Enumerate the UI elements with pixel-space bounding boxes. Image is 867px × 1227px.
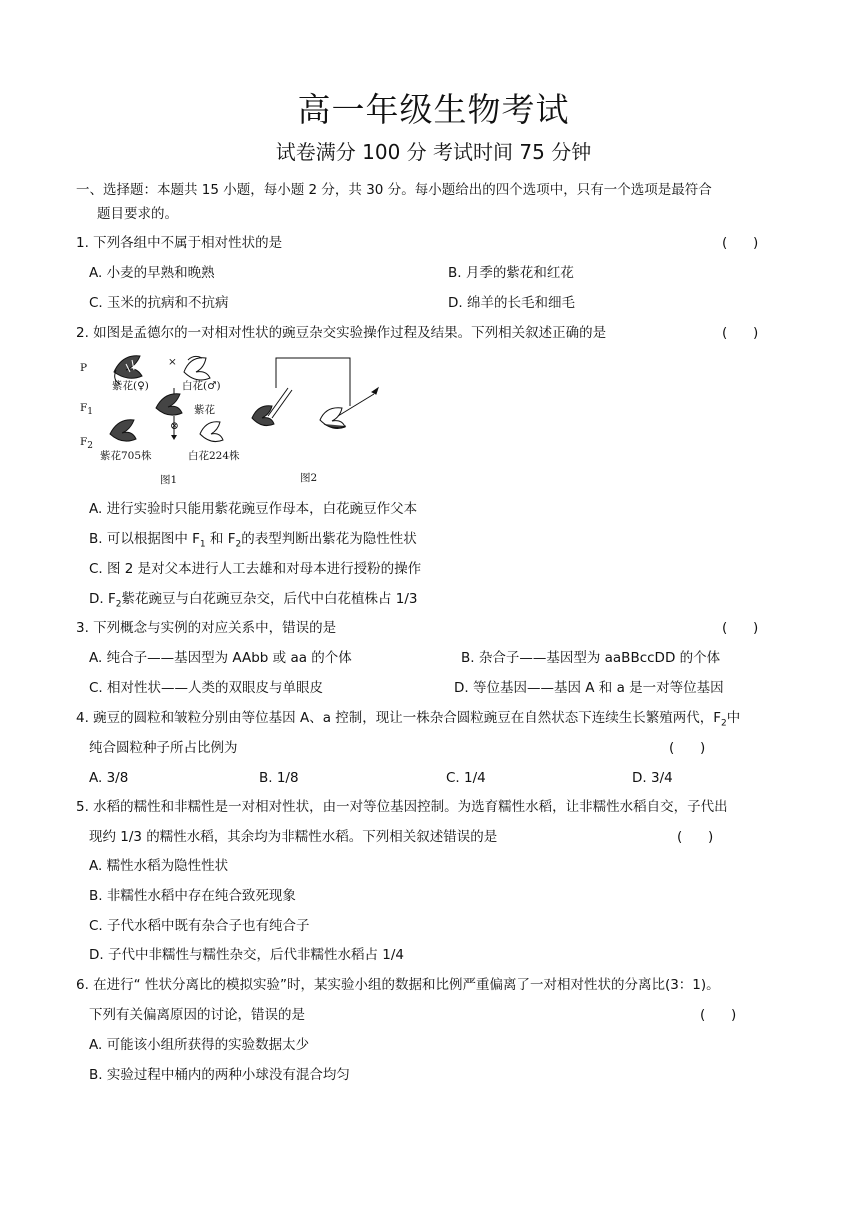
q2-option-d: D. $F_2$紫花豌豆与白花豌豆杂交，后代中白花植株占 1/3 bbox=[89, 591, 418, 610]
fig-label-f1: $F_1$ bbox=[80, 402, 94, 418]
f2-purple-flower-icon bbox=[110, 420, 136, 441]
fig-label-white-male: 白花(♂) bbox=[182, 380, 221, 392]
exam-title: 高一年级生物考试 bbox=[297, 90, 570, 129]
q1-option-a: A. 小麦的早熟和晚熟 bbox=[89, 265, 215, 281]
fig-label-purple-female: 紫花(♀) bbox=[112, 380, 149, 392]
fig-label-self-cross: ⊗ bbox=[170, 420, 179, 432]
q3-option-b: B. 杂合子——基因型为 aaBBccDD 的个体 bbox=[461, 650, 721, 666]
q2-option-a: A. 进行实验时只能用紫花豌豆作母本，白花豌豆作父本 bbox=[89, 501, 418, 517]
fig2-emasculation-icon bbox=[252, 388, 292, 426]
q4-option-c: C. 1/4 bbox=[446, 770, 486, 786]
q3-answer-paren: ( ) bbox=[722, 620, 759, 636]
p-white-flower-icon bbox=[184, 356, 210, 380]
q2-answer-paren: ( ) bbox=[722, 325, 759, 341]
fig2-pollination-icon bbox=[320, 388, 378, 428]
q2-stem: 2. 如图是孟德尔的一对相对性状的豌豆杂交实验操作过程及结果。下列相关叙述正确的是 bbox=[76, 325, 607, 341]
q1-option-d: D. 绵羊的长毛和细毛 bbox=[448, 295, 575, 311]
fig-label-f1-purple: 紫花 bbox=[194, 404, 215, 416]
q6-stem-line1: 6. 在进行“ 性状分离比的模拟实验”时，某实验小组的数据和比例严重偏离了一对相对性状的分离比(3：1)。 bbox=[76, 977, 720, 993]
q1-answer-paren: ( ) bbox=[722, 235, 759, 251]
q4-option-a: A. 3/8 bbox=[89, 770, 129, 786]
q4-option-d: D. 3/4 bbox=[632, 770, 673, 786]
q4-stem-line2: 纯合圆粒种子所占比例为 bbox=[89, 740, 238, 756]
fig-label-f2: $F_2$ bbox=[80, 436, 94, 452]
q3-stem: 3. 下列概念与实例的对应关系中，错误的是 bbox=[76, 620, 337, 636]
q5-option-b: B. 非糯性水稻中存在纯合致死现象 bbox=[89, 888, 296, 904]
q6-option-a: A. 可能该小组所获得的实验数据太少 bbox=[89, 1037, 310, 1053]
exam-subtitle: 试卷满分 100 分 考试时间 75 分钟 bbox=[275, 140, 592, 164]
fig-label-cross: × bbox=[168, 356, 177, 368]
q5-option-a: A. 糯性水稻为隐性性状 bbox=[89, 858, 229, 874]
fig-caption-2: 图2 bbox=[300, 472, 318, 484]
q5-answer-paren: ( ) bbox=[677, 829, 714, 845]
q6-option-b: B. 实验过程中桶内的两种小球没有混合均匀 bbox=[89, 1067, 350, 1083]
q1-stem: 1. 下列各组中不属于相对性状的是 bbox=[76, 235, 283, 251]
fig-label-p: P bbox=[80, 362, 88, 374]
fig-label-f2-white: 白花224株 bbox=[188, 450, 240, 462]
q6-answer-paren: ( ) bbox=[700, 1007, 737, 1023]
q3-option-a: A. 纯合子——基因型为 AAbb 或 aa 的个体 bbox=[89, 650, 352, 666]
f2-white-flower-icon bbox=[200, 422, 223, 442]
q3-option-d: D. 等位基因——基因 A 和 a 是一对等位基因 bbox=[454, 680, 724, 696]
q5-stem-line2: 现约 1/3 的糯性水稻，其余均为非糯性水稻。下列相关叙述错误的是 bbox=[89, 829, 498, 845]
q3-option-c: C. 相对性状——人类的双眼皮与单眼皮 bbox=[89, 680, 324, 696]
q5-stem-line1: 5. 水稻的糯性和非糯性是一对相对性状，由一对等位基因控制。为选育糯性水稻，让非糯性水稻自交，子代出 bbox=[76, 799, 728, 815]
q1-option-b: B. 月季的紫花和红花 bbox=[448, 265, 574, 281]
f1-purple-flower-icon bbox=[156, 394, 182, 415]
q1-option-c: C. 玉米的抗病和不抗病 bbox=[89, 295, 229, 311]
section-heading-line1: 一、选择题：本题共 15 小题，每小题 2 分，共 30 分。每小题给出的四个选项中，只有一个选项是最符合 bbox=[76, 182, 712, 198]
pea-cross-illustration bbox=[76, 350, 396, 490]
q2-option-b: B. 可以根据图中 $F_1$ 和 $F_2$的表型判断出紫花为隐性性状 bbox=[89, 531, 417, 550]
q5-option-d: D. 子代中非糯性与糯性杂交，后代非糯性水稻占 1/4 bbox=[89, 947, 404, 963]
q2-option-c: C. 图 2 是对父本进行人工去雄和对母本进行授粉的操作 bbox=[89, 561, 422, 577]
q6-stem-line2: 下列有关偏离原因的讨论，错误的是 bbox=[89, 1007, 305, 1023]
q2-figure bbox=[76, 350, 396, 490]
q5-option-c: C. 子代水稻中既有杂合子也有纯合子 bbox=[89, 918, 310, 934]
q4-answer-paren: ( ) bbox=[669, 740, 706, 756]
section-heading-line2: 题目要求的。 bbox=[97, 206, 178, 222]
q4-option-b: B. 1/8 bbox=[259, 770, 299, 786]
fig-caption-1: 图1 bbox=[160, 474, 178, 486]
q4-stem-line1: 4. 豌豆的圆粒和皱粒分别由等位基因 A、a 控制，现让一株杂合圆粒豌豆在自然状态下连续生长繁殖两代，$F_2$中 bbox=[76, 710, 741, 729]
fig-label-f2-purple: 紫花705株 bbox=[100, 450, 152, 462]
fig2-connector-line bbox=[276, 358, 350, 406]
